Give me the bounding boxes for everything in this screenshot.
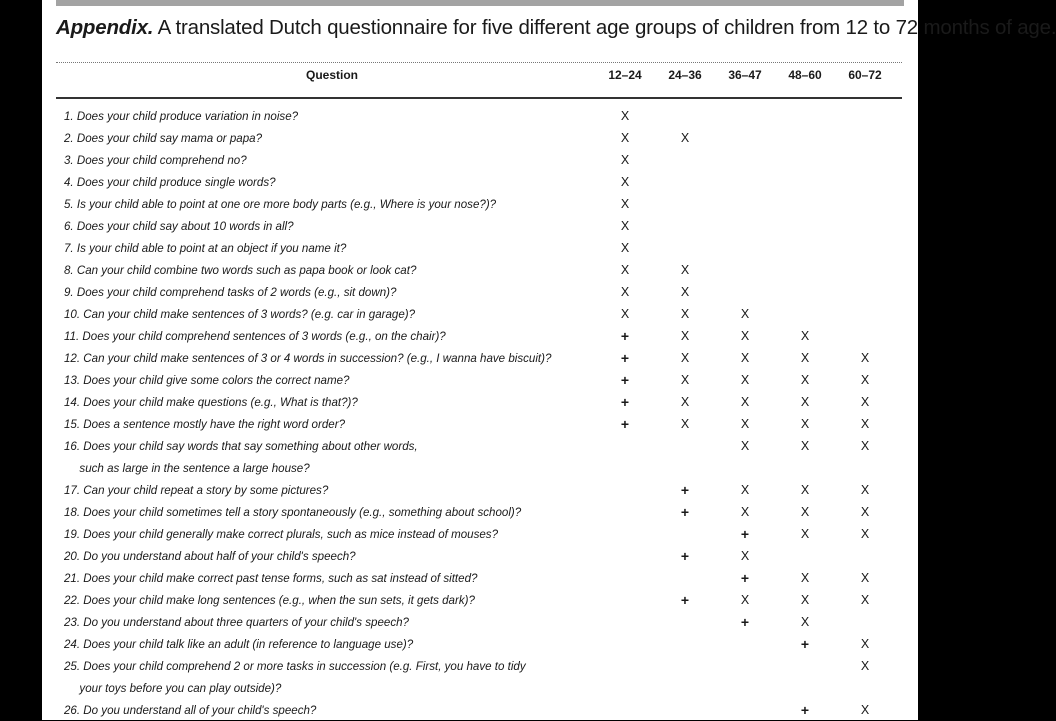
mark-age-36-47: X (740, 373, 750, 387)
question-line: 24. Does your child talk like an adult (in reference to language use)? (64, 637, 414, 651)
table-row (42, 300, 918, 322)
table-row (42, 278, 918, 300)
table-row (42, 542, 918, 564)
question-line: 19. Does your child generally make correct plurals, such as mice instead of mouses? (64, 527, 499, 541)
table-row (42, 256, 918, 278)
question-line: 25. Does your child comprehend 2 or more tasks in succession (e.g. First, you have to tidy (64, 659, 526, 673)
header-age-48-60: 48–60 (788, 68, 822, 82)
mark-age-24-36: + (680, 504, 690, 520)
question-line: 15. Does a sentence mostly have the right word order? (64, 417, 346, 431)
table-row (42, 498, 918, 520)
table-row (42, 190, 918, 212)
question-line: 20. Do you understand about half of your child's speech? (64, 549, 356, 563)
mark-age-12-24: + (620, 372, 630, 388)
table-row (42, 476, 918, 498)
question-line: 18. Does your child sometimes tell a story spontaneously (e.g., something about school)? (64, 505, 522, 519)
mark-age-48-60: X (800, 395, 810, 409)
question-continuation: your toys before you can play outside)? (79, 681, 282, 695)
table-row (42, 344, 918, 366)
mark-age-36-47: X (740, 417, 750, 431)
table-row (42, 168, 918, 190)
mark-age-24-36: X (680, 131, 690, 145)
question-continuation: such as large in the sentence a large house? (79, 461, 310, 475)
title-text: A translated Dutch questionnaire for five different age groups of children from 12 to 72 months of age. (153, 16, 1056, 39)
mark-age-36-47: + (740, 526, 750, 542)
top-bar (56, 0, 904, 6)
table-row (42, 410, 918, 432)
mark-age-36-47: X (740, 549, 750, 563)
mark-age-12-24: + (620, 328, 630, 344)
mark-age-60-72: X (860, 351, 870, 365)
question-line: 1. Does your child produce variation in noise? (64, 109, 299, 123)
header-age-60-72: 60–72 (848, 68, 882, 82)
document-page (42, 0, 1056, 720)
mark-age-36-47: + (740, 570, 750, 586)
question-line: 26. Do you understand all of your child's speech? (64, 703, 317, 717)
mark-age-60-72: X (860, 439, 870, 453)
mark-age-24-36: + (680, 592, 690, 608)
question-line: 10. Can your child make sentences of 3 words? (e.g. car in garage)? (64, 307, 416, 321)
mark-age-12-24: X (620, 197, 630, 211)
header-rule (56, 97, 902, 99)
table-row (42, 102, 918, 124)
mark-age-24-36: X (680, 351, 690, 365)
mark-age-60-72: X (860, 703, 870, 717)
question-line: 11. Does your child comprehend sentences of 3 words (e.g., on the chair)? (64, 329, 446, 343)
mark-age-48-60: X (800, 505, 810, 519)
mark-age-60-72: X (860, 483, 870, 497)
question-line: 12. Can your child make sentences of 3 or 4 words in succession? (e.g., I wanna have biscuit)? (64, 351, 552, 365)
table-row (42, 652, 918, 696)
mark-age-36-47: X (740, 439, 750, 453)
mark-age-24-36: + (680, 482, 690, 498)
table-row (42, 146, 918, 168)
mark-age-24-36: X (680, 285, 690, 299)
question-line: 8. Can your child combine two words such as papa book or look cat? (64, 263, 417, 277)
table-row (42, 432, 918, 476)
mark-age-60-72: X (860, 571, 870, 585)
mark-age-60-72: X (860, 417, 870, 431)
table-row (42, 212, 918, 234)
mark-age-12-24: + (620, 394, 630, 410)
table-row (42, 124, 918, 146)
question-line: 3. Does your child comprehend no? (64, 153, 247, 167)
mark-age-48-60: X (800, 373, 810, 387)
mark-age-48-60: + (800, 702, 810, 718)
mark-age-36-47: X (740, 505, 750, 519)
appendix-title (56, 16, 1056, 40)
question-line: 6. Does your child say about 10 words in all? (64, 219, 294, 233)
table-row (42, 520, 918, 542)
mark-age-48-60: X (800, 615, 810, 629)
mark-age-60-72: X (860, 593, 870, 607)
question-text (64, 699, 604, 721)
mark-age-48-60: X (800, 527, 810, 541)
mark-age-24-36: + (680, 548, 690, 564)
question-line: 5. Is your child able to point at one ore more body parts (e.g., Where is your nose?)? (64, 197, 497, 211)
header-question: Question (305, 68, 358, 82)
table-row (42, 564, 918, 586)
question-line: 2. Does your child say mama or papa? (64, 131, 263, 145)
question-line: 14. Does your child make questions (e.g., What is that?)? (64, 395, 358, 409)
question-line: 21. Does your child make correct past tense forms, such as sat instead of sitted? (64, 571, 478, 585)
mark-age-36-47: X (740, 307, 750, 321)
table-row (42, 696, 918, 718)
mark-age-60-72: X (860, 395, 870, 409)
mark-age-12-24: X (620, 153, 630, 167)
mark-age-48-60: + (800, 636, 810, 652)
mark-age-36-47: X (740, 593, 750, 607)
table-row (42, 630, 918, 652)
mark-age-48-60: X (800, 571, 810, 585)
mark-age-36-47: X (740, 483, 750, 497)
mark-age-12-24: + (620, 350, 630, 366)
mark-age-24-36: X (680, 417, 690, 431)
title-rule (56, 62, 902, 63)
mark-age-12-24: X (620, 285, 630, 299)
table-row (42, 388, 918, 410)
mark-age-48-60: X (800, 329, 810, 343)
mark-age-36-47: X (740, 329, 750, 343)
mark-age-12-24: X (620, 241, 630, 255)
question-line: 22. Does your child make long sentences (e.g., when the sun sets, it gets dark)? (64, 593, 475, 607)
mark-age-60-72: X (860, 659, 870, 673)
table-row (42, 234, 918, 256)
mark-age-60-72: X (860, 373, 870, 387)
mark-age-12-24: X (620, 131, 630, 145)
mark-age-24-36: X (680, 263, 690, 277)
mark-age-60-72: X (860, 505, 870, 519)
question-line: 4. Does your child produce single words? (64, 175, 276, 189)
question-line: 17. Can your child repeat a story by some pictures? (64, 483, 329, 497)
mark-age-60-72: X (860, 527, 870, 541)
table-row (42, 366, 918, 388)
mark-age-48-60: X (800, 439, 810, 453)
header-age-12-24: 12–24 (608, 68, 642, 82)
question-text (64, 655, 604, 699)
mark-age-48-60: X (800, 351, 810, 365)
mark-age-48-60: X (800, 593, 810, 607)
mark-age-60-72: X (860, 637, 870, 651)
mark-age-24-36: X (680, 307, 690, 321)
header-age-36-47: 36–47 (728, 68, 762, 82)
question-text (64, 435, 604, 479)
mark-age-36-47: + (740, 614, 750, 630)
mark-age-12-24: X (620, 109, 630, 123)
mark-age-36-47: X (740, 395, 750, 409)
mark-age-12-24: X (620, 307, 630, 321)
question-line: 16. Does your child say words that say something about other words, (64, 439, 418, 453)
header-age-24-36: 24–36 (668, 68, 702, 82)
question-line: 7. Is your child able to point at an object if you name it? (64, 241, 347, 255)
table-row (42, 608, 918, 630)
mark-age-12-24: + (620, 416, 630, 432)
mark-age-24-36: X (680, 373, 690, 387)
mark-age-24-36: X (680, 329, 690, 343)
mark-age-48-60: X (800, 417, 810, 431)
mark-age-12-24: X (620, 175, 630, 189)
mark-age-48-60: X (800, 483, 810, 497)
table-row (42, 322, 918, 344)
question-line: 13. Does your child give some colors the correct name? (64, 373, 350, 387)
mark-age-12-24: X (620, 219, 630, 233)
table-row (42, 586, 918, 608)
question-line: 23. Do you understand about three quarters of your child's speech? (64, 615, 409, 629)
title-lead: Appendix. (56, 16, 154, 39)
mark-age-12-24: X (620, 263, 630, 277)
question-line: 9. Does your child comprehend tasks of 2 words (e.g., sit down)? (64, 285, 397, 299)
mark-age-36-47: X (740, 351, 750, 365)
mark-age-24-36: X (680, 395, 690, 409)
